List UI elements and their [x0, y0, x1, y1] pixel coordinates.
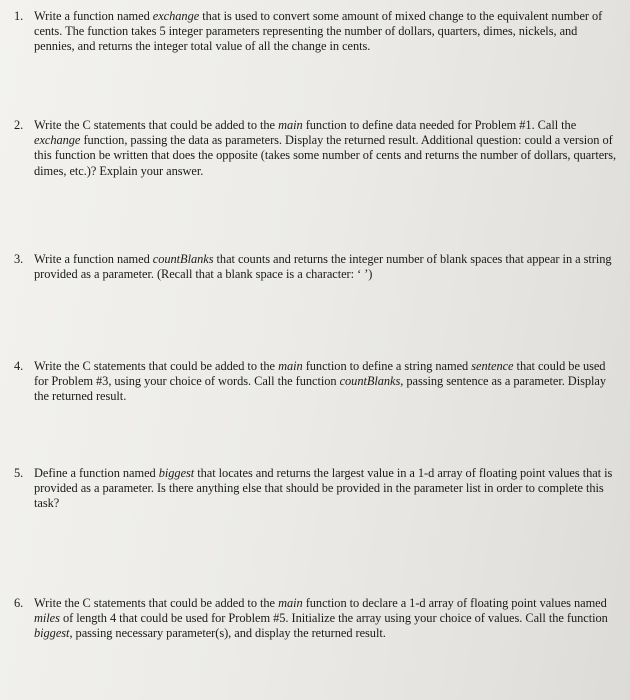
text-segment: Write a function named [34, 9, 153, 23]
text-segment: function, passing the data as parameters. Display the returned result. Additional question: could a version of this function be written that does the opposite (takes some number of cents and returns the number of dollars, quarters, dimes, etc.)? Explain your answer. [34, 133, 617, 178]
function-name-main: main [278, 359, 303, 373]
problem-number: 4. [14, 359, 24, 373]
variable-name-sentence: sentence [471, 359, 514, 373]
problem-number: 1. [14, 9, 24, 23]
text-segment: Define a function named [34, 466, 159, 480]
text-segment: Write the C statements that could be added to the [34, 596, 279, 610]
problem-number: 2. [14, 118, 24, 132]
problem-text [34, 596, 620, 642]
problem-number: 5. [14, 466, 24, 480]
problem-5 [14, 466, 620, 512]
text-segment: of length 4 that could be used for Problem #5. Initialize the array using your choice of values. Call the function [59, 611, 608, 626]
problem-text [34, 466, 620, 512]
text-segment: Write the C statements that could be added to the [34, 359, 279, 373]
text-segment: , passing sentence as a parameter. Display the returned result. [34, 374, 606, 404]
function-name-countblanks: countBlanks [339, 374, 401, 389]
function-name-biggest: biggest [158, 466, 195, 480]
function-name-exchange: exchange [152, 9, 200, 23]
text-segment: that is used to convert some amount of mixed change to the equivalent number of cents. The function takes 5 integer parameters representing the number of dollars, quarters, dimes, nickels, and pennies, and returns the integer total value of all the change in cents. [34, 9, 603, 54]
text-segment: function to define data needed for Problem #1. Call the [302, 118, 577, 132]
problem-text [34, 359, 620, 405]
text-segment: that locates and returns the largest value in a 1-d array of floating point values that is provided as a parameter. Is there anything else that should be provided in the parameter list in order to complete this task? [34, 466, 613, 511]
function-name-main: main [278, 118, 303, 132]
function-name-exchange: exchange [34, 133, 81, 148]
function-name-biggest: biggest [34, 626, 70, 641]
function-name-main: main [278, 596, 303, 610]
text-segment: function to define a string named [302, 359, 472, 373]
text-segment: that counts and returns the integer number of blank spaces that appear in a string provided as a parameter. (Recall that a blank space is a character: ‘ ’) [34, 252, 612, 282]
variable-name-miles: miles [34, 611, 60, 626]
text-segment: Write a function named [34, 252, 153, 266]
problem-3 [14, 252, 620, 282]
problem-4 [14, 359, 620, 405]
text-segment: , passing necessary parameter(s), and display the returned result. [69, 626, 386, 641]
text-segment: that could be used for Problem #3, using your choice of words. Call the function [34, 359, 606, 389]
problem-number: 6. [14, 596, 24, 610]
problem-text [34, 118, 620, 179]
problem-2 [14, 118, 620, 179]
text-segment: function to declare a 1-d array of floating point values named [302, 596, 607, 610]
function-name-countblanks: countBlanks [152, 252, 214, 266]
text-segment: Write the C statements that could be added to the [34, 118, 279, 132]
problem-1 [14, 9, 620, 55]
problem-number: 3. [14, 252, 24, 266]
problem-text [34, 9, 620, 55]
problem-text [34, 252, 620, 282]
problem-6 [14, 596, 620, 642]
